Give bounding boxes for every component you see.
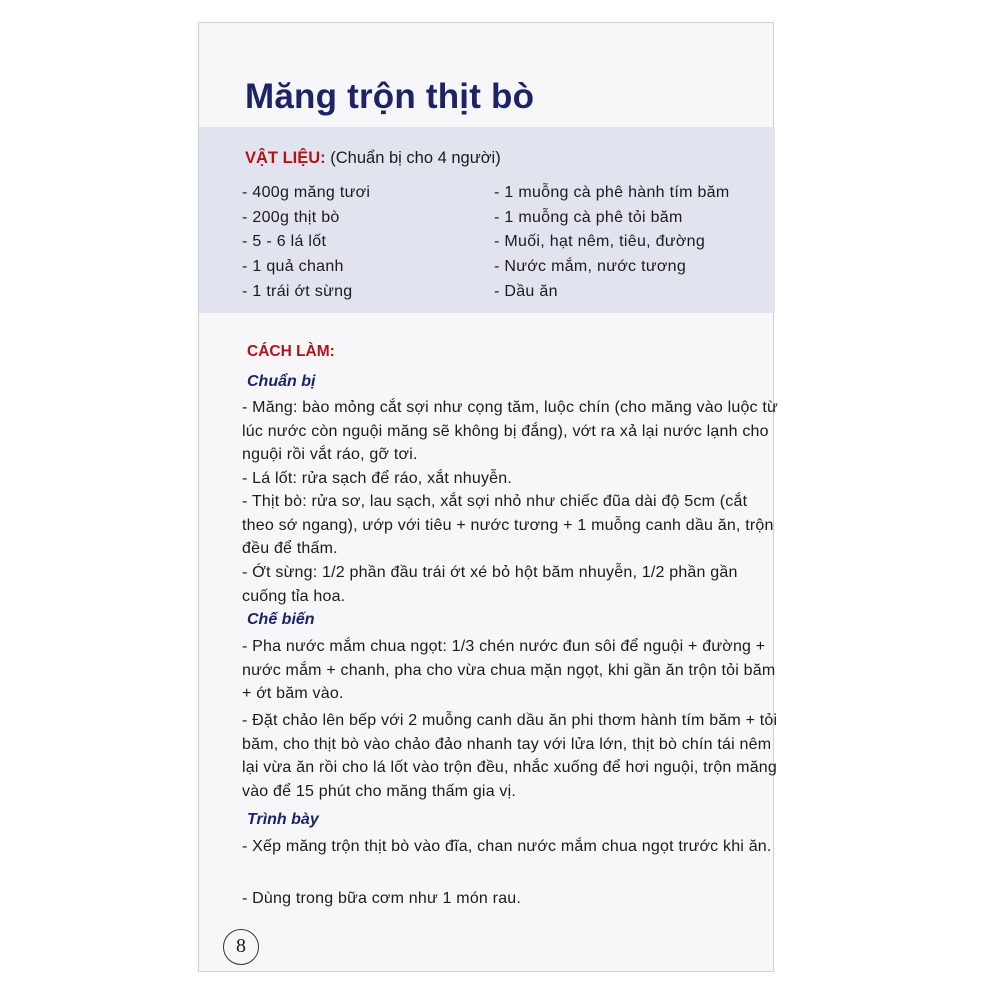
ingredients-list-right [494,181,730,304]
ingredient-item: - 400g măng tươi [242,184,371,201]
ingredient-item: - 1 muỗng cà phê hành tím băm [494,184,730,201]
serve-step-plate: - Xếp măng trộn thịt bò vào đĩa, chan nước mắm chua ngọt trước khi ăn. [242,838,772,855]
method-heading: CÁCH LÀM: [247,343,335,360]
section-title-prepare: Chuẩn bị [247,373,316,390]
ingredient-item: - 1 trái ớt sừng [242,282,353,300]
prepare-step-betel-leaves: - Lá lốt: rửa sạch để ráo, xắt nhuyễn. [242,470,513,487]
materials-heading [245,149,501,168]
ingredient-item: - Dầu ăn [494,282,558,300]
book-page [198,22,778,972]
prepare-step-beef: - Thịt bò: rửa sơ, lau sạch, xắt sợi nhỏ như chiếc đũa dài độ 5cm (cắt theo sớ ngang), ướp với tiêu + nước tương + 1 muỗng canh dầu ăn, trộn đều để thấm. [242,493,774,558]
prepare-step-chili: - Ớt sừng: 1/2 phần đầu trái ớt xé bỏ hột băm nhuyễn, 1/2 phần gần cuống tỉa hoa. [242,564,738,605]
cook-step-stir-fry: - Đặt chảo lên bếp với 2 muỗng canh dầu ăn phi thơm hành tím băm + tỏi băm, cho thịt bò vào chảo đảo nhanh tay với lửa lớn, thịt bò chín tái nêm lại vừa ăn rồi cho lá lốt vào trộn đều, nhắc xuống để hơi nguội, trộn măng vào để 15 phút cho măng thấm gia vị. [242,712,778,800]
ingredient-item: - Muối, hạt nêm, tiêu, đường [494,233,706,251]
page-number: 8 [223,929,259,965]
section-title-cook: Chế biến [247,611,315,628]
ingredient-item: - 1 muỗng cà phê tỏi băm [494,208,683,226]
ingredient-item: - Nước mắm, nước tương [494,258,687,276]
prepare-step-bamboo-shoots: - Măng: bào mỏng cắt sợi như cọng tăm, luộc chín (cho măng vào luộc từ lúc nước còn nguội măng sẽ không bị đắng), vớt ra xả lại nước lạnh cho nguội rồi vắt ráo, gỡ tơi. [242,399,778,464]
cook-step-sauce: - Pha nước mắm chua ngọt: 1/3 chén nước đun sôi để nguội + đường + nước mắm + chanh, pha cho vừa chua mặn ngọt, khi gần ăn trộn tỏi băm + ớt băm vào. [242,638,776,703]
ingredients-box [199,127,775,313]
serve-step-meal: - Dùng trong bữa cơm như 1 món rau. [242,890,522,907]
ingredients-list-left [242,181,370,304]
recipe-title: Măng trộn thịt bò [245,77,535,116]
materials-label: VẬT LIỆU: [245,149,326,167]
ingredient-item: - 5 - 6 lá lốt [242,233,327,251]
section-title-serve: Trình bày [247,811,319,828]
ingredient-item: - 1 quả chanh [242,258,344,276]
ingredient-item: - 200g thịt bò [242,208,340,226]
servings-note: (Chuẩn bị cho 4 người) [330,149,501,167]
